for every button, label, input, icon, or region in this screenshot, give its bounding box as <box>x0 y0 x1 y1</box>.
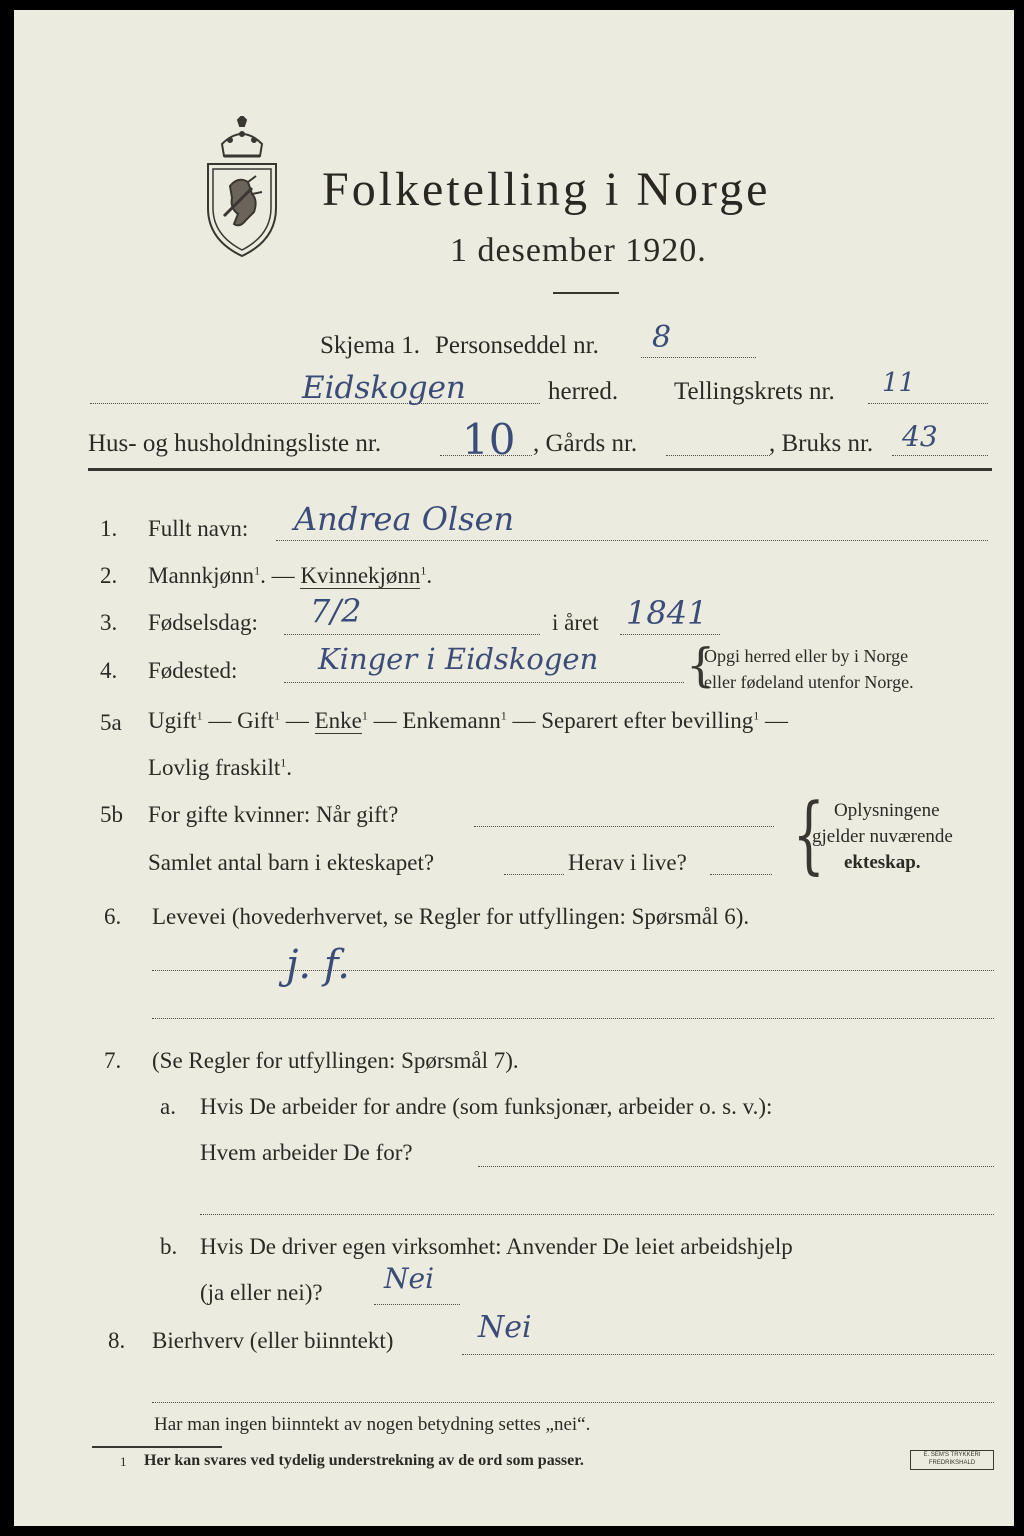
herred-value[interactable]: Eidskogen <box>302 370 466 406</box>
full-name-value[interactable]: Andrea Olsen <box>294 500 515 538</box>
married-when-line <box>474 826 774 827</box>
occupation-value[interactable]: j. f. <box>286 942 350 988</box>
q4-label: Fødested: <box>148 658 238 683</box>
q7b-letter: b. <box>160 1234 178 1259</box>
bruks-label: , Bruks nr. <box>769 430 874 457</box>
q2-number: 2. <box>100 563 118 588</box>
status-ugift[interactable]: Ugift <box>148 708 197 733</box>
bruks-value[interactable]: 43 <box>902 420 938 453</box>
footnote-divider <box>92 1446 222 1448</box>
q4-number: 4. <box>100 658 118 683</box>
q6-label: Levevei (hovederhvervet, se Regler for utfyllingen: Spørsmål 6). <box>152 904 750 929</box>
personseddel-value[interactable]: 8 <box>652 320 672 355</box>
q3-number: 3. <box>100 610 118 635</box>
gards-label: , Gårds nr. <box>533 430 638 457</box>
q6-number: 6. <box>104 904 122 929</box>
status-fraskilt[interactable]: Lovlig fraskilt <box>148 755 281 780</box>
hus-line <box>440 455 532 456</box>
q5b-number: 5b <box>100 802 123 827</box>
gender-male[interactable]: Mannkjønn <box>148 563 255 588</box>
q7a-line1: Hvis De arbeider for andre (som funksjonær, arbeider o. s. v.): <box>200 1094 773 1119</box>
q7b-line2: (ja eller nei)? <box>200 1280 323 1305</box>
hus-label: Hus- og husholdningsliste nr. <box>88 430 382 457</box>
birthplace-note-1: Opgi herred eller by i Norge <box>704 646 909 666</box>
children-line <box>504 874 564 875</box>
side-income-line-1 <box>462 1354 994 1355</box>
tellingskrets-line <box>868 403 988 404</box>
q5a-number: 5a <box>100 710 122 735</box>
herred-label: herred. <box>548 378 619 405</box>
q5b-line1: For gifte kvinner: Når gift? <box>148 802 399 827</box>
form-title: Folketelling i Norge <box>322 163 771 216</box>
q5b-note-brace: { <box>792 785 825 883</box>
q7-number: 7. <box>104 1048 122 1073</box>
birthplace-note-brace: { <box>686 638 716 692</box>
occupation-line-2 <box>152 1018 994 1019</box>
employer-line-2 <box>200 1214 994 1215</box>
personseddel-label: Personseddel nr. <box>435 332 599 359</box>
bruks-line <box>892 455 988 456</box>
q1-label: Fullt navn: <box>148 516 249 541</box>
birthday-value[interactable]: 7/2 <box>310 592 362 630</box>
birth-year-line <box>620 634 720 635</box>
coat-of-arms-icon <box>200 116 284 258</box>
footer-note: Har man ingen biinntekt av nogen betydning settes „nei“. <box>154 1414 591 1435</box>
status-enke-underlined[interactable]: Enke <box>314 708 362 733</box>
full-name-line <box>276 540 988 541</box>
herav-label: Herav i live? <box>568 850 687 875</box>
title-divider <box>553 292 619 294</box>
q1-number: 1. <box>100 516 118 541</box>
footnote-mark: 1 <box>120 1454 127 1469</box>
marital-status-options[interactable]: Ugift$^1$ — Gift$^1$ — Enke$^1$ — Enkemann$^1$ — Separert efter bevilling$^1$ — <box>148 708 789 733</box>
q8-label: Bierhverv (eller biinntekt) <box>152 1328 394 1353</box>
tellingskrets-value[interactable]: 11 <box>882 368 916 398</box>
hired-help-line <box>374 1304 460 1305</box>
header-divider <box>88 468 992 471</box>
gender-female-underlined[interactable]: Kvinnekjønn <box>300 563 421 588</box>
q8-number: 8. <box>108 1328 126 1353</box>
skjema-label: Skjema 1. <box>320 332 420 359</box>
birth-year-value[interactable]: 1841 <box>626 594 708 632</box>
hired-help-value[interactable]: Nei <box>384 1262 435 1295</box>
birthplace-note-2: eller fødeland utenfor Norge. <box>704 672 914 692</box>
q7a-letter: a. <box>160 1094 176 1119</box>
tellingskrets-label: Tellingskrets nr. <box>674 378 835 405</box>
status-enkemann[interactable]: Enkemann <box>402 708 501 733</box>
occupation-line-1 <box>152 970 994 971</box>
q5b-line2: Samlet antal barn i ekteskapet? <box>148 850 435 875</box>
q7-label: (Se Regler for utfyllingen: Spørsmål 7). <box>152 1048 519 1073</box>
q3-label: Fødselsdag: <box>148 610 258 635</box>
q7a-line2: Hvem arbeider De for? <box>200 1140 413 1165</box>
birthplace-value[interactable]: Kinger i Eidskogen <box>318 642 599 676</box>
personseddel-line <box>641 357 756 358</box>
q5b-note-1: Oplysningene <box>834 800 940 821</box>
herav-line <box>710 874 772 875</box>
census-form-sheet <box>14 10 1014 1526</box>
hus-value[interactable]: 10 <box>462 415 516 464</box>
side-income-line-2 <box>152 1402 994 1403</box>
census-date: 1 desember 1920. <box>450 232 707 269</box>
birthplace-line <box>284 682 684 683</box>
year-label: i året <box>552 610 599 635</box>
q5b-note-2: gjelder nuværende <box>812 826 953 847</box>
side-income-value[interactable]: Nei <box>478 1310 532 1345</box>
status-gift[interactable]: Gift <box>237 708 275 733</box>
q7b-line1: Hvis De driver egen virksomhet: Anvender De leiet arbeidshjelp <box>200 1234 793 1259</box>
employer-line-1 <box>478 1166 994 1167</box>
footnote-text: Her kan svares ved tydelig understrekning av de ord som passer. <box>144 1452 584 1469</box>
q5b-note-3: ekteskap. <box>844 852 921 873</box>
marital-status-options-2[interactable]: Lovlig fraskilt$^1$. <box>148 755 292 780</box>
gender-options[interactable]: Mannkjønn$^1$. — Kvinnekjønn$^1$. <box>148 563 433 588</box>
birthday-line <box>284 634 540 635</box>
status-separert[interactable]: Separert efter bevilling <box>541 708 754 733</box>
gards-line <box>666 455 770 456</box>
printer-stamp: E. SEM'S TRYKKERI FREDRIKSHALD <box>910 1450 994 1470</box>
